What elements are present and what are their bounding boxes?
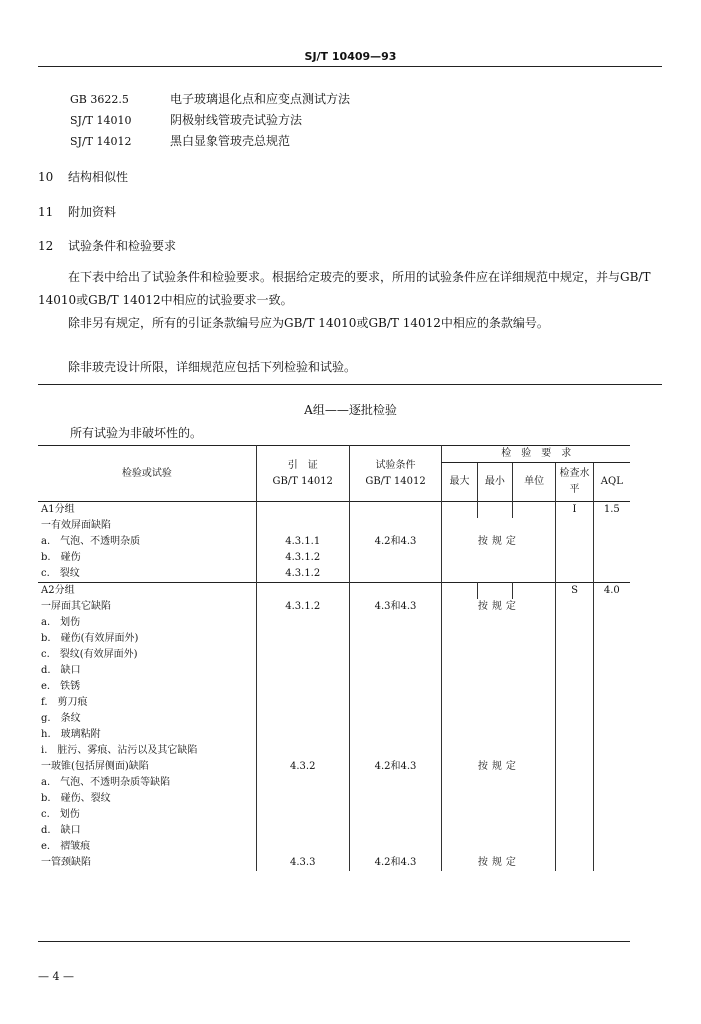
table-row bbox=[38, 711, 630, 727]
unit-cell bbox=[513, 502, 556, 519]
ref-cell bbox=[256, 695, 349, 711]
ref-cell: 4.3.1.2 bbox=[256, 566, 349, 583]
ref-cell bbox=[256, 631, 349, 647]
col-cond-header bbox=[349, 446, 442, 502]
aql-cell bbox=[593, 775, 630, 791]
requirement-cell bbox=[442, 663, 556, 679]
level-cell bbox=[556, 550, 593, 566]
level-cell bbox=[556, 615, 593, 631]
cond-cell bbox=[349, 502, 442, 519]
cond-cell: 4.2和4.3 bbox=[349, 534, 442, 550]
item-cell: c. 划伤 bbox=[41, 809, 80, 820]
cond-cell bbox=[349, 791, 442, 807]
requirement-cell: 按规定 bbox=[442, 759, 556, 775]
ref-cell bbox=[256, 711, 349, 727]
cond-cell bbox=[349, 695, 442, 711]
section-title: 试验条件和检验要求 bbox=[68, 239, 177, 253]
requirement-cell bbox=[442, 647, 556, 663]
ref-cell bbox=[256, 647, 349, 663]
ref-label: 引 证 bbox=[287, 459, 318, 471]
item-cell: b. 碰伤(有效屏面外) bbox=[41, 633, 139, 644]
table-row bbox=[38, 823, 630, 839]
ref-cell bbox=[256, 807, 349, 823]
min-cell bbox=[477, 583, 512, 600]
reference-title: 黑白显象管玻壳总规范 bbox=[170, 134, 291, 148]
aql-cell bbox=[593, 663, 630, 679]
cond-cell bbox=[349, 807, 442, 823]
reference-title: 电子玻璃退化点和应变点测试方法 bbox=[170, 92, 351, 106]
cond-cell bbox=[349, 550, 442, 566]
level-cell bbox=[556, 566, 593, 583]
section-title: 附加资料 bbox=[68, 205, 117, 219]
divider bbox=[38, 384, 662, 385]
level-cell bbox=[556, 855, 593, 871]
aql-cell bbox=[593, 679, 630, 695]
requirement-cell bbox=[442, 727, 556, 743]
requirement-cell bbox=[442, 518, 556, 534]
table-row bbox=[38, 807, 630, 823]
ref-cell bbox=[256, 791, 349, 807]
cond-cell bbox=[349, 615, 442, 631]
level-cell bbox=[556, 743, 593, 759]
ref-cell bbox=[256, 775, 349, 791]
ref-standard: GB/T 14012 bbox=[272, 475, 333, 487]
table-row bbox=[38, 791, 630, 807]
col-aql: AQL bbox=[593, 463, 630, 502]
ref-cell bbox=[256, 839, 349, 855]
ref-cell: 4.3.1.1 bbox=[256, 534, 349, 550]
table-row bbox=[38, 647, 630, 663]
aql-cell bbox=[593, 727, 630, 743]
cond-label: 试验条件 bbox=[375, 459, 416, 471]
group-name: A1分组 bbox=[41, 504, 75, 515]
aql-cell: 1.5 bbox=[593, 502, 630, 519]
requirement-cell bbox=[442, 550, 556, 566]
section-number: 10 bbox=[38, 170, 54, 184]
col-max: 最大 bbox=[442, 463, 477, 502]
section-heading bbox=[38, 168, 128, 185]
table-row bbox=[38, 727, 630, 743]
level-cell bbox=[556, 727, 593, 743]
inspection-table bbox=[38, 445, 630, 871]
section-number: 12 bbox=[38, 239, 54, 253]
max-cell bbox=[442, 502, 477, 519]
reference-code: GB 3622.5 bbox=[70, 93, 129, 106]
header-rule bbox=[38, 66, 662, 67]
cond-cell bbox=[349, 647, 442, 663]
item-cell: b. 碰伤 bbox=[41, 552, 81, 563]
section-heading bbox=[38, 237, 176, 254]
requirement-cell bbox=[442, 791, 556, 807]
requirement-cell bbox=[442, 807, 556, 823]
ref-cell bbox=[256, 743, 349, 759]
ref-cell: 4.3.2 bbox=[256, 759, 349, 775]
table-row bbox=[38, 663, 630, 679]
requirement-cell bbox=[442, 743, 556, 759]
item-cell: a. 气泡、不透明杂质 bbox=[41, 536, 141, 547]
table-title: A组——逐批检验 bbox=[304, 403, 397, 417]
level-cell bbox=[556, 599, 593, 615]
group-name: A2分组 bbox=[41, 585, 75, 596]
requirement-cell bbox=[442, 711, 556, 727]
cond-cell bbox=[349, 631, 442, 647]
table-row bbox=[38, 615, 630, 631]
paragraph: 除非另有规定，所有的引证条款编号应为GB/T 14010或GB/T 14012中相应的条款编号。 bbox=[68, 316, 549, 330]
aql-cell bbox=[593, 759, 630, 775]
table-row bbox=[38, 855, 630, 871]
aql-cell bbox=[593, 615, 630, 631]
aql-cell bbox=[593, 518, 630, 534]
cond-cell bbox=[349, 663, 442, 679]
level-cell bbox=[556, 631, 593, 647]
reference-title: 阴极射线管玻壳试验方法 bbox=[170, 113, 303, 127]
aql-cell bbox=[593, 791, 630, 807]
requirement-cell: 按规定 bbox=[442, 855, 556, 871]
aql-cell bbox=[593, 807, 630, 823]
max-cell bbox=[442, 583, 477, 600]
item-cell: c. 裂纹(有效屏面外) bbox=[41, 649, 138, 660]
level-cell bbox=[556, 518, 593, 534]
reference-list bbox=[70, 89, 350, 152]
aql-cell bbox=[593, 550, 630, 566]
level-cell bbox=[556, 807, 593, 823]
level-cell bbox=[556, 775, 593, 791]
item-cell: g. 条纹 bbox=[41, 713, 81, 724]
table-group-row bbox=[38, 583, 630, 600]
table-row bbox=[38, 679, 630, 695]
item-cell: c. 裂纹 bbox=[41, 568, 80, 579]
requirement-cell: 按规定 bbox=[442, 534, 556, 550]
level-cell: S bbox=[556, 583, 593, 600]
cond-cell: 4.2和4.3 bbox=[349, 759, 442, 775]
table-row bbox=[38, 534, 630, 550]
section-heading bbox=[38, 203, 116, 220]
col-ref-header bbox=[256, 446, 349, 502]
requirement-cell bbox=[442, 566, 556, 583]
cond-cell bbox=[349, 775, 442, 791]
table-row bbox=[38, 839, 630, 855]
item-cell: h. 玻璃粘附 bbox=[41, 729, 101, 740]
level-cell bbox=[556, 534, 593, 550]
level-cell bbox=[556, 647, 593, 663]
item-cell: 一屏面其它缺陷 bbox=[41, 601, 111, 612]
item-cell: 一玻锥(包括屏侧面)缺陷 bbox=[41, 761, 149, 772]
paragraph: 除非玻壳设计所限，详细规范应包括下列检验和试验。 bbox=[68, 360, 357, 374]
table-group-row bbox=[38, 502, 630, 519]
level-cell bbox=[556, 663, 593, 679]
level-cell bbox=[556, 823, 593, 839]
cond-standard: GB/T 14012 bbox=[365, 475, 426, 487]
aql-cell bbox=[593, 823, 630, 839]
ref-cell bbox=[256, 502, 349, 519]
reference-item bbox=[70, 110, 350, 131]
requirement-cell bbox=[442, 631, 556, 647]
cond-cell bbox=[349, 823, 442, 839]
reference-code: SJ/T 14010 bbox=[70, 114, 132, 127]
ref-cell bbox=[256, 679, 349, 695]
col-unit: 单位 bbox=[513, 463, 556, 502]
table-row bbox=[38, 631, 630, 647]
table-note: 所有试验为非破坏性的。 bbox=[70, 426, 203, 440]
col-item-header: 检验或试验 bbox=[121, 467, 172, 479]
ref-cell: 4.3.1.2 bbox=[256, 599, 349, 615]
aql-cell bbox=[593, 839, 630, 855]
ref-cell bbox=[256, 663, 349, 679]
item-cell: 一管颈缺陷 bbox=[41, 857, 91, 868]
item-cell: d. 缺口 bbox=[41, 665, 81, 676]
aql-cell bbox=[593, 599, 630, 615]
table-bottom-rule bbox=[38, 941, 630, 942]
item-cell: e. 褶皱痕 bbox=[41, 841, 91, 852]
aql-cell bbox=[593, 711, 630, 727]
ref-cell bbox=[256, 583, 349, 600]
table-row bbox=[38, 759, 630, 775]
cond-cell bbox=[349, 839, 442, 855]
ref-cell bbox=[256, 615, 349, 631]
min-cell bbox=[477, 502, 512, 519]
reference-item bbox=[70, 131, 350, 152]
table-row bbox=[38, 599, 630, 615]
item-cell: a. 划伤 bbox=[41, 617, 81, 628]
item-cell: i. 脏污、雾痕、沾污以及其它缺陷 bbox=[41, 745, 198, 756]
level-cell bbox=[556, 839, 593, 855]
level-cell bbox=[556, 695, 593, 711]
cond-cell: 4.3和4.3 bbox=[349, 599, 442, 615]
ref-cell bbox=[256, 518, 349, 534]
paragraph: 在下表中给出了试验条件和检验要求。根据给定玻壳的要求，所用的试验条件应在详细规范中规定，并与GB/T 14010或GB/T 14012中相应的试验要求一致。 bbox=[38, 270, 651, 307]
col-req-header: 检 验 要 求 bbox=[442, 446, 630, 463]
cond-cell bbox=[349, 727, 442, 743]
item-cell: d. 缺口 bbox=[41, 825, 81, 836]
cond-cell bbox=[349, 583, 442, 600]
aql-cell bbox=[593, 647, 630, 663]
item-cell: a. 气泡、不透明杂质等缺陷 bbox=[41, 777, 171, 788]
section-title: 结构相似性 bbox=[68, 170, 129, 184]
level-cell bbox=[556, 759, 593, 775]
requirement-cell bbox=[442, 679, 556, 695]
ref-cell bbox=[256, 727, 349, 743]
cond-cell bbox=[349, 679, 442, 695]
ref-cell: 4.3.3 bbox=[256, 855, 349, 871]
requirement-cell: 按规定 bbox=[442, 599, 556, 615]
unit-cell bbox=[513, 583, 556, 600]
reference-item bbox=[70, 89, 350, 110]
item-cell: b. 碰伤、裂纹 bbox=[41, 793, 111, 804]
aql-cell bbox=[593, 695, 630, 711]
col-level: 检查水平 bbox=[556, 463, 593, 502]
requirement-cell bbox=[442, 839, 556, 855]
item-cell: f. 剪刀痕 bbox=[41, 697, 88, 708]
reference-code: SJ/T 14012 bbox=[70, 135, 132, 148]
aql-cell bbox=[593, 534, 630, 550]
aql-cell bbox=[593, 631, 630, 647]
ref-cell: 4.3.1.2 bbox=[256, 550, 349, 566]
level-cell bbox=[556, 791, 593, 807]
aql-cell bbox=[593, 855, 630, 871]
cond-cell bbox=[349, 711, 442, 727]
table-row bbox=[38, 518, 630, 534]
table-row bbox=[38, 695, 630, 711]
table-row bbox=[38, 566, 630, 583]
aql-cell bbox=[593, 566, 630, 583]
aql-cell bbox=[593, 743, 630, 759]
level-cell: I bbox=[556, 502, 593, 519]
level-cell bbox=[556, 679, 593, 695]
ref-cell bbox=[256, 823, 349, 839]
table-row bbox=[38, 550, 630, 566]
level-cell bbox=[556, 711, 593, 727]
page-header: SJ/T 10409—93 bbox=[304, 50, 397, 63]
requirement-cell bbox=[442, 823, 556, 839]
requirement-cell bbox=[442, 695, 556, 711]
cond-cell bbox=[349, 518, 442, 534]
item-cell: 一有效屏面缺陷 bbox=[41, 520, 111, 531]
table-row bbox=[38, 775, 630, 791]
cond-cell: 4.2和4.3 bbox=[349, 855, 442, 871]
table-row bbox=[38, 743, 630, 759]
aql-cell: 4.0 bbox=[593, 583, 630, 600]
page-number: — 4 — bbox=[38, 970, 74, 983]
cond-cell bbox=[349, 566, 442, 583]
requirement-cell bbox=[442, 775, 556, 791]
requirement-cell bbox=[442, 615, 556, 631]
col-min: 最小 bbox=[477, 463, 512, 502]
item-cell: e. 铁锈 bbox=[41, 681, 81, 692]
section-number: 11 bbox=[38, 205, 54, 219]
cond-cell bbox=[349, 743, 442, 759]
